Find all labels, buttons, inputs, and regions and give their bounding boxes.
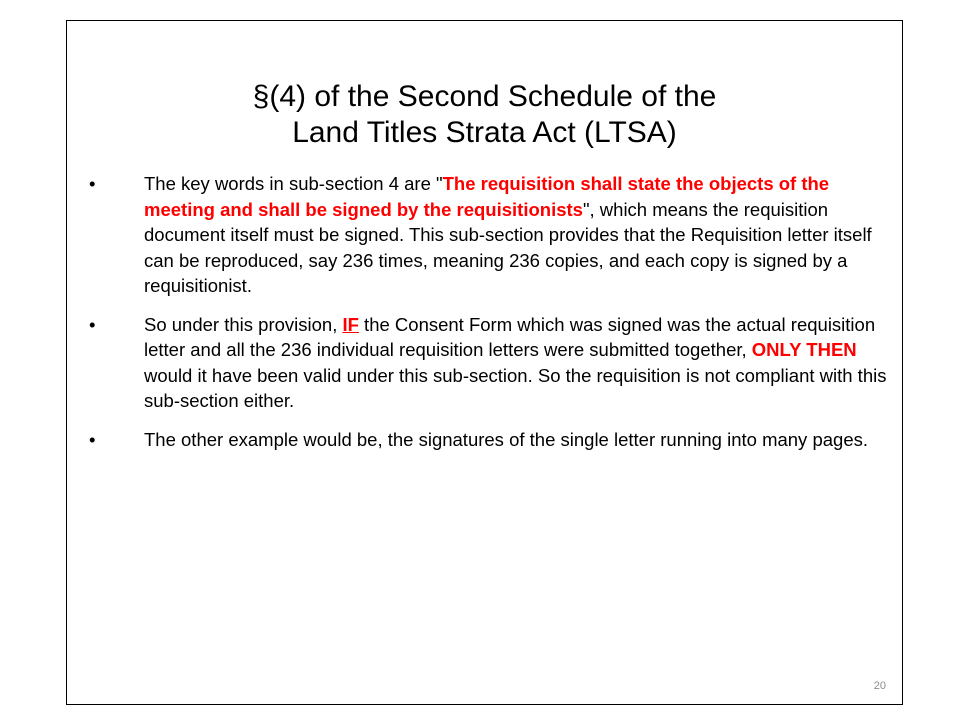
bullet-2-highlight-if: IF — [342, 313, 359, 335]
slide — [66, 20, 903, 705]
title-line-1: §(4) of the Second Schedule of the — [252, 80, 717, 113]
bullet-1-text-2: ", which means the requisition document itself must be signed. This sub-section provides that the Requisition letter itself can be reproduced, say 236 times, meaning 236 copies, and each copy is signed by a requisitionist. — [144, 198, 872, 296]
bullet-2-text-2: the Consent Form which was signed was the actual requisition letter and all the 236 individual requisition letters were submitted together, — [144, 313, 876, 360]
bullet-1-highlight: The requisition shall state the objects of the meeting and shall be signed by the requisitionists — [144, 173, 830, 220]
bullet-1-text-1: The key words in sub-section 4 are " — [144, 173, 443, 194]
bullet-2-highlight-only-then: ONLY THEN — [751, 339, 857, 360]
bullet-icon: • — [89, 173, 96, 194]
bullet-2-text-1: So under this provision, — [144, 313, 343, 335]
bullet-3-text-1: The other example would be, the signatures of the single letter running into many pages. — [144, 428, 868, 450]
bullet-item-1 — [87, 171, 887, 299]
bullet-icon: • — [89, 313, 96, 335]
bullet-icon: • — [89, 428, 96, 450]
title-line-2: Land Titles Strata Act (LTSA) — [292, 116, 677, 149]
bullet-item-2 — [87, 312, 887, 414]
bullet-2-text-3: would it have been valid under this sub-section. So the requisition is not compliant with this sub-section either. — [144, 364, 887, 411]
slide-title — [67, 79, 902, 151]
page-number: 20 — [873, 680, 886, 692]
bullet-item-3 — [87, 427, 887, 453]
bullet-list — [87, 171, 887, 465]
